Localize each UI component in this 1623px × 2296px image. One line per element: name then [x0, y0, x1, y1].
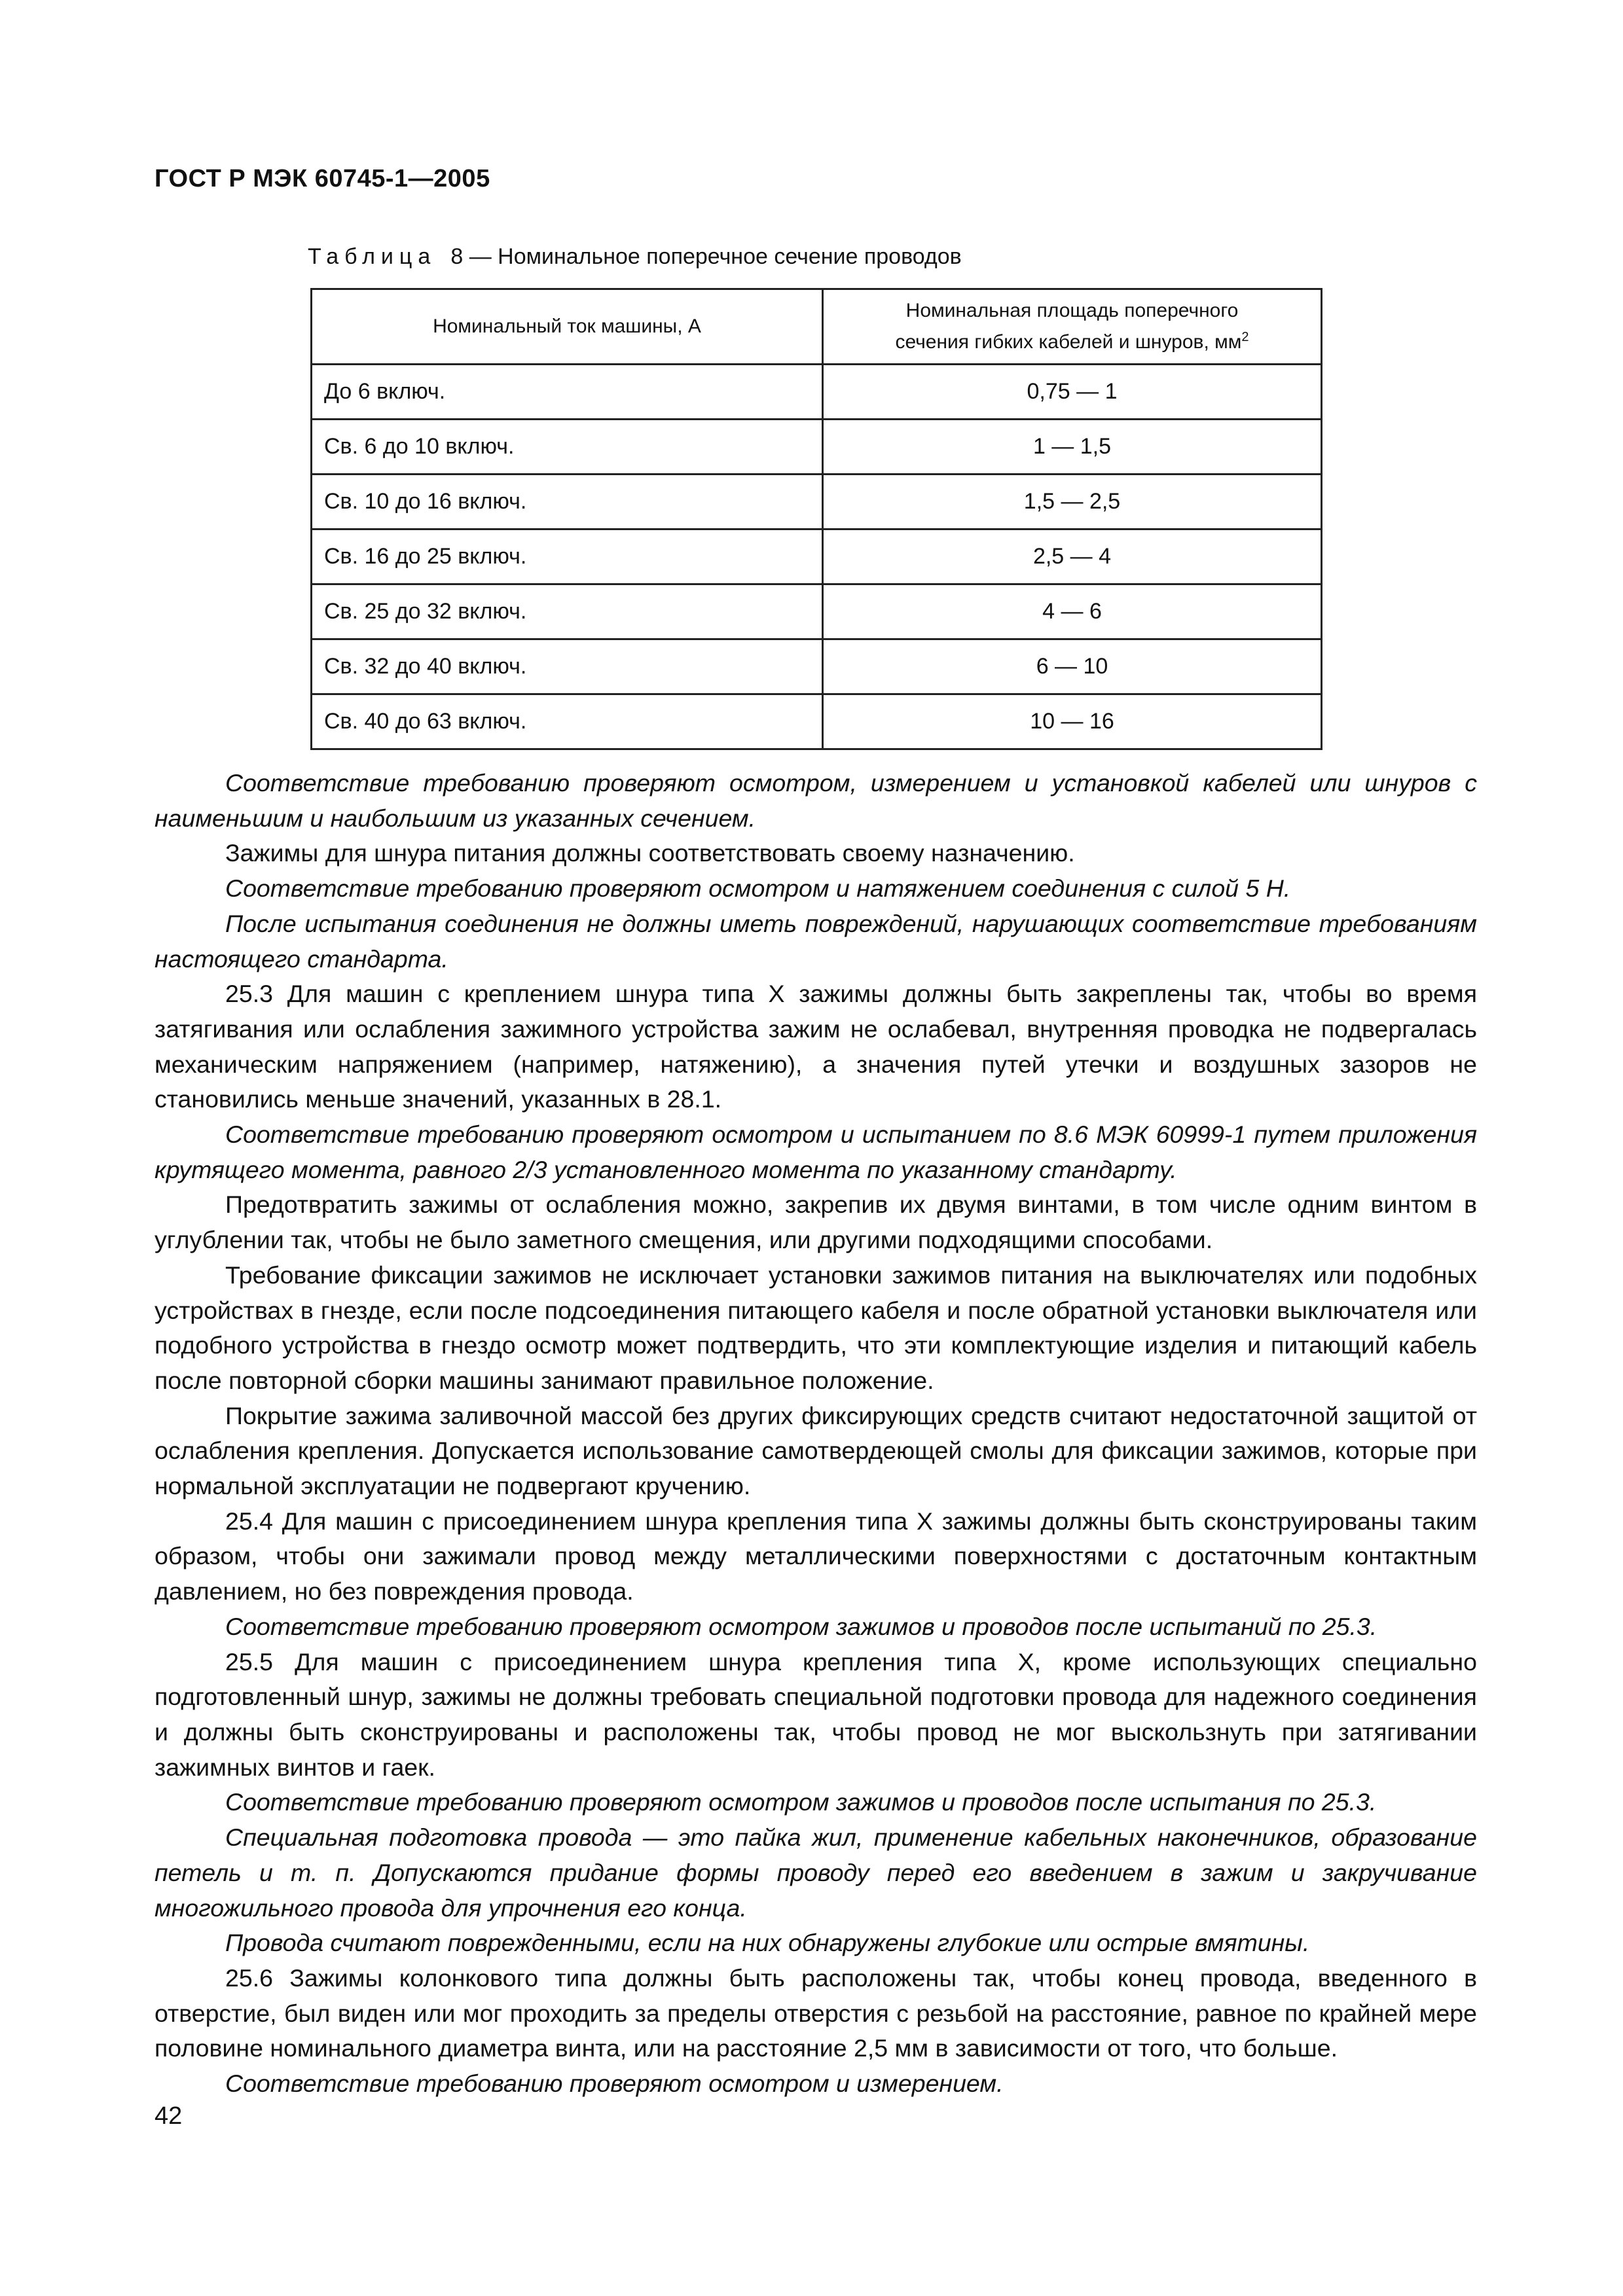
paragraph-compliance-check: Соответствие требованию проверяют осмотром и измерением. — [225, 2070, 1004, 2098]
table-title: — Номинальное поперечное сечение проводов — [469, 244, 962, 269]
paragraph-requirement: Зажимы для шнура питания должны соответствовать своему назначению. — [225, 839, 1075, 867]
document-header: ГОСТ Р МЭК 60745-1—2005 — [155, 165, 490, 192]
paragraph-clause-25-6: 25.6 Зажимы колонкового типа должны быть расположены так, чтобы конец провода, введенного в отверстие, был виден или мог проходить за пределы отверстия с резьбой на расстояние, равное по крайней мере половине номинального диаметра винта, или на расстояние 2,5 мм в зависимости от того, что больше. — [155, 1964, 1477, 2062]
table-number: 8 — [450, 244, 464, 269]
body-text — [155, 766, 1477, 2102]
paragraph-compliance-check: Соответствие требованию проверяют осмотром и испытанием по 8.6 МЭК 60999-1 путем приложения крутящего момента, равного 2/3 установленного момента по указанному стандарту. — [155, 1121, 1477, 1183]
page-number: 42 — [155, 2102, 183, 2130]
paragraph-requirement: Требование фиксации зажимов не исключает установки зажимов питания на выключателях или подобных устройствах в гнезде, если после подсоединения питающего кабеля и после обратной установки выключателя или подобного устройства в гнездо осмотр может подтвердить, что эти комплектующие изделия и питающий кабель после повторной сборки машины занимают правильное положение. — [155, 1261, 1477, 1394]
cell-section: 10 — 16 — [823, 694, 1322, 749]
paragraph-compliance-check: После испытания соединения не должны иметь повреждений, нарушающих соответствие требованиям настоящего стандарта. — [155, 909, 1477, 973]
table-row — [312, 639, 1322, 694]
cell-current: Св. 16 до 25 включ. — [312, 529, 823, 584]
column-header-section-line1: Номинальная площадь поперечного — [905, 300, 1239, 321]
paragraph-clause-25-3: 25.3 Для машин с креплением шнура типа Х зажимы должны быть закреплены так, чтобы во время затягивания или ослабления зажимного устройства зажим не ослабевал, внутренняя проводка не подвергалась механическим напряжением (например, натяжению), а значения путей утечки и воздушных зазоров не становились меньше значений, указанных в 28.1. — [155, 980, 1477, 1113]
table-row — [312, 584, 1322, 639]
cell-section: 6 — 10 — [823, 639, 1322, 694]
cell-current: До 6 включ. — [312, 365, 823, 420]
paragraph-note: Специальная подготовка провода — это пайка жил, применение кабельных наконечников, образование петель и т. п. Допускаются придание формы проводу перед его введением в зажим и закручивание многожильного провода для упрочнения его конца. — [155, 1823, 1477, 1922]
cell-section: 2,5 — 4 — [823, 529, 1322, 584]
cable-section-table — [310, 288, 1322, 750]
paragraph-compliance-check: Соответствие требованию проверяют осмотром, измерением и установкой кабелей или шнуров с наименьшим и наибольшим из указанных сечением. — [155, 769, 1477, 832]
table-row — [312, 420, 1322, 475]
paragraph-note: Провода считают поврежденными, если на них обнаружены глубокие или острые вмятины. — [225, 1929, 1310, 1957]
table-header-row — [312, 289, 1322, 365]
paragraph-compliance-check: Соответствие требованию проверяют осмотром зажимов и проводов после испытаний по 25.3. — [225, 1612, 1377, 1640]
column-header-unit-exponent: 2 — [1241, 330, 1249, 344]
paragraph-requirement: Покрытие зажима заливочной массой без других фиксирующих средств считают недостаточной защитой от ослабления крепления. Допускается использование самотвердеющей смолы для фиксации зажимов, которые при нормальной эксплуатации не подвергают кручению. — [155, 1401, 1477, 1500]
table-row — [312, 475, 1322, 529]
cell-section: 0,75 — 1 — [823, 365, 1322, 420]
table-row — [312, 365, 1322, 420]
cell-current: Св. 10 до 16 включ. — [312, 475, 823, 529]
table-label: Таблица — [308, 244, 437, 269]
cell-current: Св. 6 до 10 включ. — [312, 420, 823, 475]
paragraph-clause-25-5: 25.5 Для машин с присоединением шнура крепления типа Х, кроме использующих специально подготовленный шнур, зажимы не должны требовать специальной подготовки провода для надежного соединения и должны быть сконструированы и расположены так, чтобы провод не мог выскользнуть при затягивании зажимных винтов и гаек. — [155, 1647, 1477, 1781]
paragraph-clause-25-4: 25.4 Для машин с присоединением шнура крепления типа Х зажимы должны быть сконструированы таким образом, чтобы они зажимали провод между металлическими поверхностями с достаточным контактным давлением, но без повреждения провода. — [155, 1507, 1477, 1605]
cell-current: Св. 40 до 63 включ. — [312, 694, 823, 749]
cell-current: Св. 25 до 32 включ. — [312, 584, 823, 639]
paragraph-compliance-check: Соответствие требованию проверяют осмотром зажимов и проводов после испытания по 25.3. — [225, 1788, 1377, 1816]
cell-current: Св. 32 до 40 включ. — [312, 639, 823, 694]
table-caption — [308, 244, 962, 270]
cell-section: 1 — 1,5 — [823, 420, 1322, 475]
cell-section: 4 — 6 — [823, 584, 1322, 639]
table-row — [312, 529, 1322, 584]
column-header-current: Номинальный ток машины, А — [312, 289, 823, 365]
column-header-section — [823, 289, 1322, 365]
table-row — [312, 694, 1322, 749]
cell-section: 1,5 — 2,5 — [823, 475, 1322, 529]
paragraph-compliance-check: Соответствие требованию проверяют осмотром и натяжением соединения с силой 5 Н. — [225, 874, 1291, 903]
paragraph-requirement: Предотвратить зажимы от ослабления можно, закрепив их двумя винтами, в том числе одним винтом в углублении так, чтобы не было заметного смещения, или другими подходящими способами. — [155, 1191, 1477, 1254]
column-header-section-line2: сечения гибких кабелей и шнуров, мм — [895, 331, 1242, 353]
